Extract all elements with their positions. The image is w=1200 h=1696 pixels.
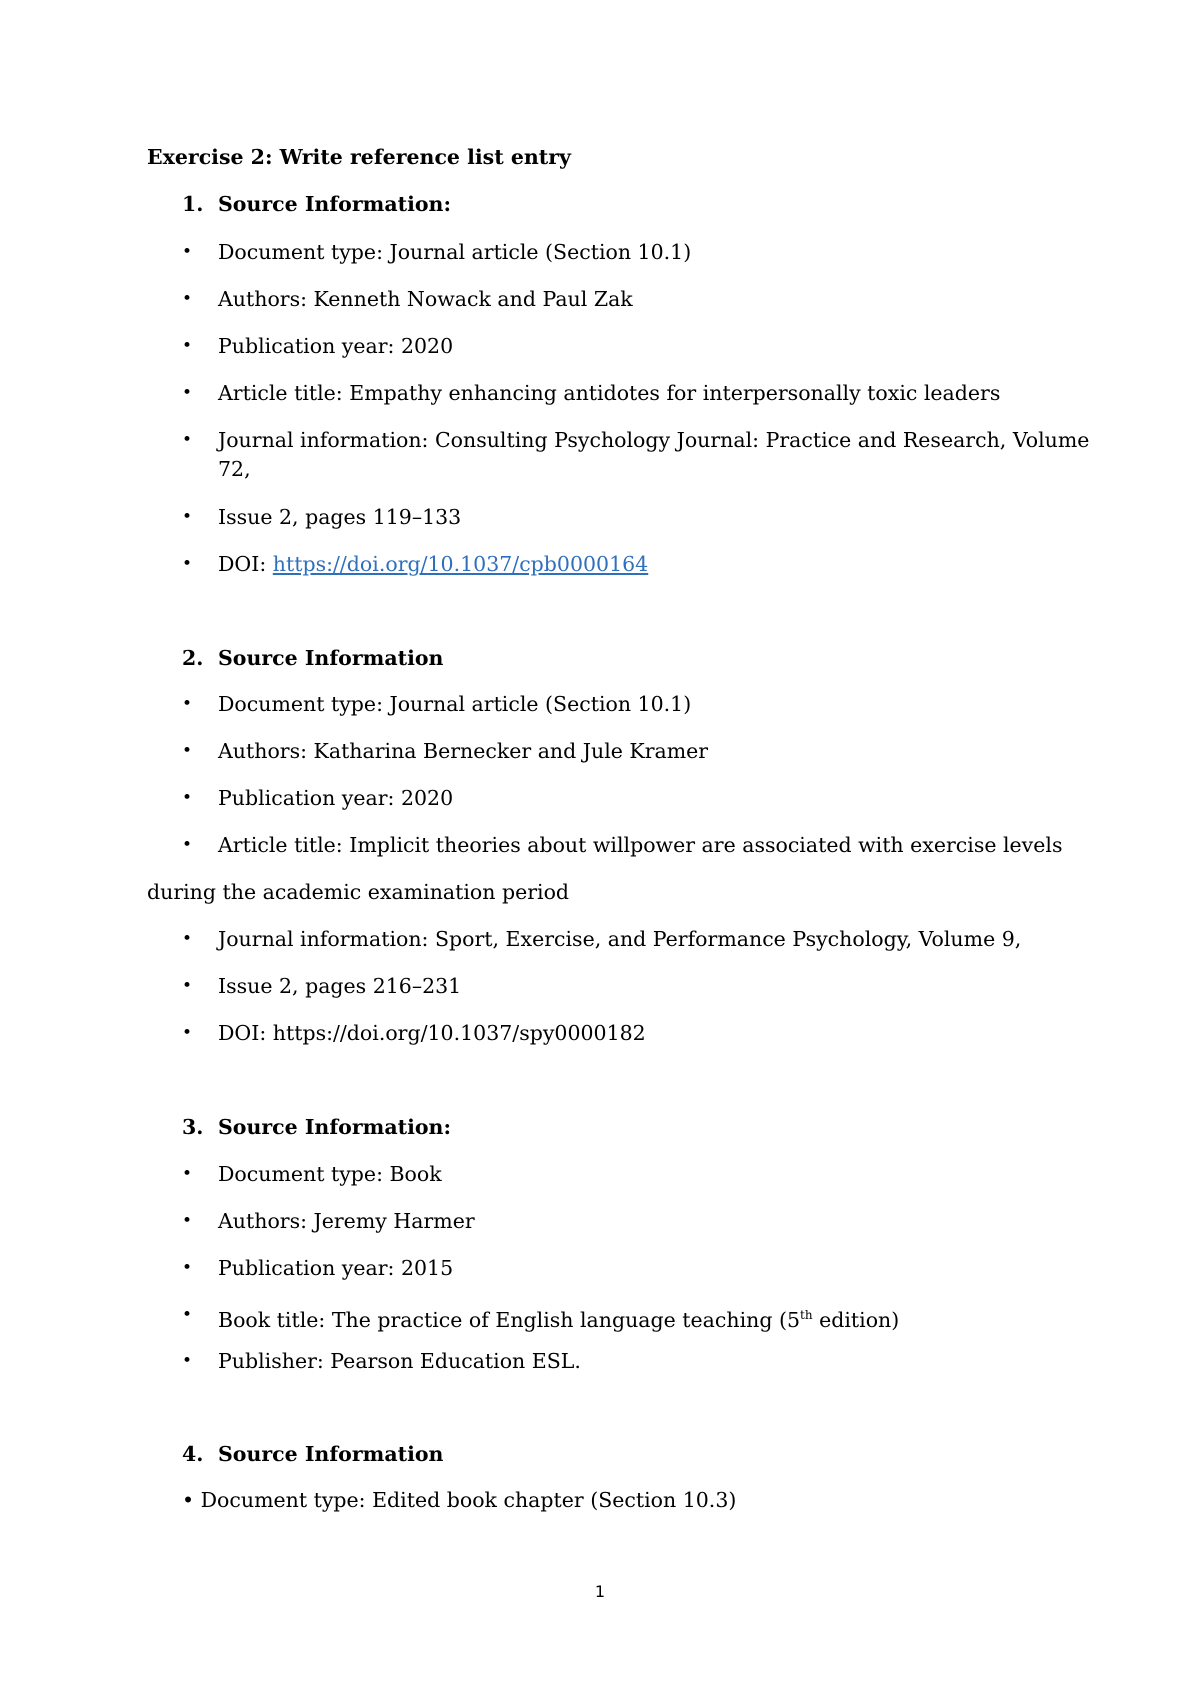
- item-text: Document type: Journal article (Section 10.1): [218, 240, 692, 264]
- item-text: DOI: https://doi.org/10.1037/spy0000182: [218, 1021, 646, 1045]
- section-1-heading-row: [0, 190, 1200, 218]
- item-text: Document type: Book: [218, 1162, 442, 1186]
- section-number: 1.: [182, 192, 204, 216]
- bullet-icon: •: [182, 336, 193, 356]
- section-heading: Source Information: [218, 646, 444, 670]
- bullet-icon: •: [182, 788, 193, 808]
- list-item: [0, 426, 1200, 454]
- superscript: th: [800, 1308, 813, 1322]
- list-item: [0, 1347, 1200, 1375]
- bullet-icon: •: [182, 1258, 193, 1278]
- item-text: Authors: Jeremy Harmer: [218, 1209, 475, 1233]
- list-item: [0, 1160, 1200, 1188]
- list-item: [182, 1486, 1082, 1514]
- item-text: 72,: [218, 457, 251, 481]
- bullet-icon: •: [182, 383, 193, 403]
- item-text: Issue 2, pages 119–133: [218, 505, 462, 529]
- item-text: Journal information: Consulting Psychology Journal: Practice and Research, Volume: [218, 428, 1090, 452]
- bullet-icon: •: [182, 694, 193, 714]
- doi-link[interactable]: https://doi.org/10.1037/cpb0000164: [272, 552, 649, 576]
- section-number: 3.: [182, 1115, 204, 1139]
- list-item: [0, 690, 1200, 718]
- list-item: [0, 550, 1200, 578]
- book-title-item: [218, 1301, 899, 1334]
- list-item-continuation: [0, 455, 1200, 483]
- list-item: [0, 285, 1200, 313]
- bullet-icon: •: [182, 929, 193, 949]
- item-text: Publication year: 2015: [218, 1256, 454, 1280]
- list-item: [0, 831, 1200, 859]
- item-text: Publication year: 2020: [218, 786, 454, 810]
- list-item: [0, 379, 1200, 407]
- section-number: 4.: [182, 1442, 204, 1466]
- list-item: [0, 238, 1200, 266]
- bullet-icon: •: [182, 507, 193, 527]
- bullet-icon: •: [182, 835, 193, 855]
- item-text: Journal information: Sport, Exercise, and Performance Psychology, Volume 9,: [218, 927, 1022, 951]
- bullet-icon: •: [182, 1305, 193, 1325]
- list-item: [0, 972, 1200, 1000]
- exercise-title: Exercise 2: Write reference list entry: [147, 145, 571, 169]
- list-item: [0, 1254, 1200, 1282]
- bullet-icon: •: [182, 554, 193, 574]
- bullet-icon: •: [182, 430, 193, 450]
- list-item: [0, 737, 1200, 765]
- item-text: Issue 2, pages 216–231: [218, 974, 462, 998]
- item-text: Article title: Implicit theories about willpower are associated with exercise levels: [218, 833, 1063, 857]
- item-text: during the academic examination period: [147, 880, 570, 904]
- item-text: Publisher: Pearson Education ESL.: [218, 1349, 581, 1373]
- list-item: [0, 784, 1200, 812]
- section-heading: Source Information: [218, 1442, 444, 1466]
- list-item: [0, 925, 1200, 953]
- section-2-heading-row: [0, 644, 1200, 672]
- bullet-icon: •: [182, 1211, 193, 1231]
- list-item-continuation: [147, 878, 1147, 906]
- list-item: [0, 1301, 1200, 1332]
- list-item: [0, 332, 1200, 360]
- section-3-heading-row: [0, 1113, 1200, 1141]
- bullet-icon: •: [182, 741, 193, 761]
- item-text: Publication year: 2020: [218, 334, 454, 358]
- list-item: [0, 503, 1200, 531]
- section-heading: Source Information:: [218, 192, 452, 216]
- bullet-icon: •: [182, 1351, 193, 1371]
- bullet-icon: •: [182, 1023, 193, 1043]
- item-text: Authors: Katharina Bernecker and Jule Kramer: [218, 739, 709, 763]
- bullet-icon: •: [182, 976, 193, 996]
- list-item: [0, 1019, 1200, 1047]
- bullet-icon: •: [182, 242, 193, 262]
- doi-item: [218, 550, 648, 578]
- section-heading: Source Information:: [218, 1115, 452, 1139]
- item-text: Authors: Kenneth Nowack and Paul Zak: [218, 287, 633, 311]
- list-item: [0, 1207, 1200, 1235]
- section-4-heading-row: [0, 1440, 1200, 1468]
- item-text: Document type: Journal article (Section 10.1): [218, 692, 692, 716]
- page-number: 1: [594, 1582, 606, 1601]
- item-text: Article title: Empathy enhancing antidotes for interpersonally toxic leaders: [218, 381, 1001, 405]
- bullet-icon: •: [182, 1164, 193, 1184]
- item-text: edition): [812, 1307, 900, 1332]
- item-text: Book title: The practice of English language teaching (5: [218, 1307, 801, 1332]
- bullet-icon: •: [182, 289, 193, 309]
- item-text: • Document type: Edited book chapter (Section 10.3): [182, 1488, 737, 1512]
- section-number: 2.: [182, 646, 204, 670]
- doi-label: DOI:: [218, 552, 273, 576]
